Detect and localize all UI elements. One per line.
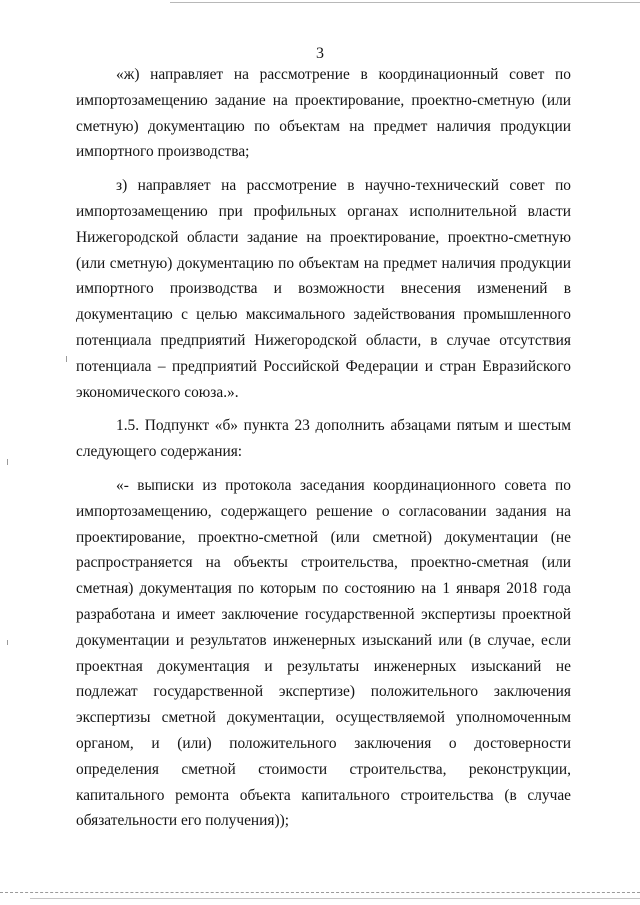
text-line: проектирование, проектно-сметной (или сметной) документации (не	[76, 528, 571, 546]
text-line: сметную) документацию по объектам на предмет наличия продукции	[76, 117, 571, 135]
scan-speck	[7, 640, 8, 645]
text-line: документации и результатов инженерных изысканий или (в случае, если	[76, 631, 571, 649]
text-line: импортозамещению, содержащего решение о согласовании задания на	[76, 502, 571, 520]
page-number: 3	[316, 45, 324, 62]
text-line: (или сметную) документацию по объектам на предмет наличия продукции	[76, 254, 571, 272]
text-line: «ж) направляет на рассмотрение в координационный совет по	[116, 66, 571, 83]
text-line: документацию с целью максимального задействования промышленного	[76, 306, 571, 324]
scan-edge-bottom	[0, 892, 640, 893]
text-line: обязательности его получения));	[76, 812, 290, 830]
text-line: Нижегородской области задание на проектирование, проектно-сметную	[76, 228, 571, 246]
text-line: экономического союза.».	[76, 383, 239, 401]
text-line: органом, и (или) положительного заключения о достоверности	[76, 734, 571, 752]
text-line: потенциала предприятий Нижегородской области, в случае отсутствия	[76, 331, 571, 349]
text-line: импортного производства и возможности внесения изменений в	[76, 280, 571, 298]
scan-speck	[7, 459, 8, 465]
paragraph-z	[76, 173, 571, 405]
text-line: импортозамещению при профильных органах исполнительной власти	[76, 202, 571, 220]
text-line: следующего содержания:	[76, 443, 243, 461]
document-body	[76, 62, 571, 834]
text-line: 1.5. Подпункт «б» пункта 23 дополнить абзацами пятым и шестым	[116, 417, 571, 435]
text-line: потенциала – предприятий Российской Федерации и стран Евразийского	[76, 357, 571, 375]
text-line: разработана и имеет заключение государственной экспертизы проектной	[76, 605, 571, 623]
paragraph-extract	[76, 473, 571, 834]
text-line: подлежат государственной экспертизе) положительного заключения	[76, 683, 571, 701]
scan-edge-top	[170, 2, 640, 3]
text-line: экспертизы сметной документации, осуществляемой уполномоченным	[76, 709, 571, 727]
text-line: сметная) документация по которым по состоянию на 1 января 2018 года	[76, 580, 571, 598]
text-line: капитального ремонта объекта капитального строительства (в случае	[76, 786, 571, 804]
text-line: распространяется на объекты строительства, проектно-сметная (или	[76, 554, 571, 572]
paragraph-1-5	[76, 413, 571, 465]
text-line: импортного производства;	[76, 143, 250, 161]
paragraph-zh	[76, 62, 571, 165]
scan-edge-bottom	[30, 898, 640, 899]
text-line: «- выписки из протокола заседания координационного совета по	[116, 476, 571, 494]
text-line: импортозамещению задание на проектирование, проектно-сметную (или	[76, 91, 571, 109]
text-line: з) направляет на рассмотрение в научно-технический совет по	[116, 177, 571, 195]
scan-speck	[66, 356, 67, 362]
text-line: определения сметной стоимости строительства, реконструкции,	[76, 760, 571, 778]
text-line: проектная документация и результаты инженерных изысканий не	[76, 657, 571, 675]
